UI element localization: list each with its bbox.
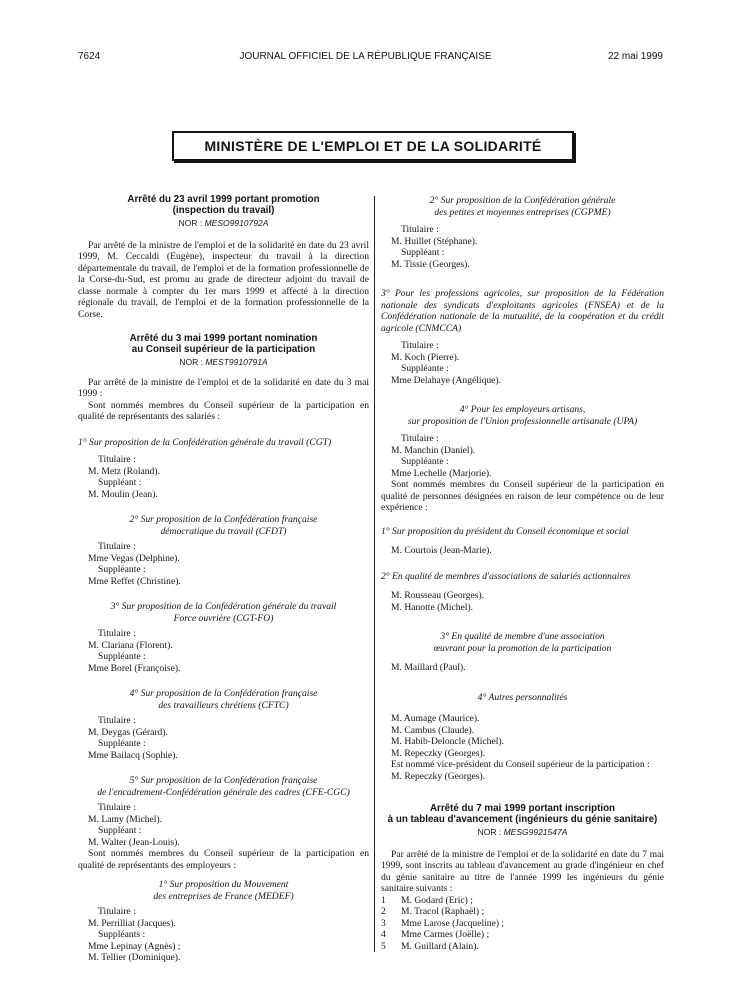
article-body: Par arrêté de la ministre de l'emploi et de la solidarité en date du 7 mai 1999, sont inscrits au tableau d'avancement au grade d'ingénieur en chef du génie sanitaire au titre de l'année 1999 les ingénieurs du génie sanitaire suivants : [381,848,664,894]
member-name: Mme Lechelle (Marjorie). [391,467,492,479]
article-body: Par arrêté de la ministre de l'emploi et de la solidarité en date du 23 avril 1999, M. Ceccaldi (Eugène), inspecteur du travail à la direction départementale du travail, de l'emploi et de la formation professionnelle de la Corse-du-Sud, est promu au grade de directeur adjoint du travail de classe normale à compter du 1er mars 1999 et affecté à la direction régionale du travail, de l'emploi et de la formation professionnelle de la Corse. [78,239,369,320]
article-title: Arrêté du 3 mai 1999 portant nomination [129,333,318,344]
section-heading: œuvrant pour la promotion de la participation [433,642,612,654]
role-label: Titulaire : [401,433,439,444]
member-name: M. Manchin (Daniel). [391,444,476,456]
article-body: Sont nommés membres du Conseil supérieur de la participation en qualité de personnes désignées en raison de leur compétence ou de leur expérience : [381,479,664,513]
article-title: à un tableau d'avancement (ingénieurs du génie sanitaire) [387,813,658,825]
role-label: Suppléante : [98,651,146,662]
article-body: Sont nommés membres du Conseil supérieur de la participation en qualité de représentants des salariés : [78,399,369,422]
member-name: M. Walter (Jean-Louis). [88,836,180,848]
article-body: Est nommé vice-président du Conseil supérieur de la participation : [391,759,650,770]
role-label: Titulaire : [401,224,439,235]
section-heading: Force ouvrière (CGT-FO) [173,612,274,624]
member-name: M. Metz (Roland). [88,465,160,477]
role-label: Titulaire : [98,802,136,813]
journal-title: JOURNAL OFFICIEL DE LA RÉPUBLIQUE FRANÇAISE [239,51,492,62]
role-label: Titulaire : [401,340,439,351]
article-body: Par arrêté de la ministre de l'emploi et de la solidarité en date du 3 mai 1999 : [78,376,369,399]
role-label: Suppléante : [401,363,449,374]
left-column [78,195,369,964]
member-name: M. Perrilliat (Jacques). [88,917,176,929]
list-item: 1 M. Godard (Eric) ; [381,894,473,906]
member-name: M. Rousseau (Georges). [391,590,485,601]
section-heading: 3° Pour les professions agricoles, sur proposition de la Fédération nationale des syndicats d'exploitants agricoles (FNSEA) et de la Confédération nationale de la mutualité, de la coopération et du crédit agricole (CNMCCA) [381,288,664,334]
section-heading: 2° Sur proposition de la Confédération française [129,514,318,525]
section-heading: 3° Sur proposition de la Confédération générale du travail [110,601,337,612]
member-name: Mme Bailacq (Sophie). [88,749,178,761]
member-name: M. Repeczky (Georges). [391,770,486,782]
section-heading: 1° Sur proposition de la Confédération générale du travail (CGT) [78,436,332,448]
member-name: Mme Lepinay (Agnès) ; [88,940,181,952]
role-label: Titulaire : [98,628,136,639]
role-label: Titulaire : [98,454,136,465]
section-heading: des petites et moyennes entreprises (CGPME) [434,206,611,218]
member-name: Mme Delahaye (Angélique). [391,374,502,386]
role-label: Titulaire : [98,906,136,917]
list-item: 2 M. Tracol (Raphaël) ; [381,906,485,917]
page-number: 7624 [78,51,101,62]
section-heading: des entreprises de France (MEDEF) [153,890,294,902]
member-name: Mme Reffet (Christine). [88,575,181,587]
member-name: M. Huillet (Stéphane). [391,235,478,247]
section-heading: 4° Sur proposition de la Confédération française [129,688,318,699]
right-column [381,195,664,952]
article-title: Arrêté du 23 avril 1999 portant promotion [127,194,320,205]
member-name: M. Clariana (Florent). [88,639,173,651]
article-title: au Conseil supérieur de la participation [131,343,316,355]
section-heading: 4° Pour les employeurs artisans, [459,404,586,415]
section-heading: 1° Sur proposition du président du Conseil économique et social [381,525,629,537]
article-title: Arrêté du 7 mai 1999 portant inscription [429,803,616,814]
issue-date: 22 mai 1999 [607,51,663,62]
role-label: Suppléante : [98,564,146,575]
member-name: M. Deygas (Gérard). [88,726,168,738]
section-heading: démocratique du travail (CFDT) [160,525,287,537]
section-heading: de l'encadrement-Confédération générale des cadres (CFE-CGC) [97,786,350,798]
list-item: 4 Mme Carmes (Joëlle) ; [381,929,490,940]
member-name: Mme Vegas (Delphine). [88,552,180,564]
section-heading: 2° Sur proposition de la Confédération générale [429,195,616,206]
nor-reference: NOR : MESO9910792A [178,218,269,228]
section-heading: 3° En qualité de membre d'une association [440,631,605,642]
member-name: M. Cambus (Claude). [391,724,475,736]
section-heading: 2° En qualité de membres d'associations de salariés actionnaires [381,570,631,582]
ministry-title: MINISTÈRE DE L'EMPLOI ET DE LA SOLIDARITÉ [172,131,574,161]
list-item: 5 M. Guillard (Alain). [381,940,479,952]
role-label: Titulaire : [98,541,136,552]
role-label: Suppléante : [98,738,146,749]
member-name: M. Maillard (Paul). [391,662,466,673]
member-name: M. Repeczky (Georges). [391,747,486,759]
section-heading: des travailleurs chrétiens (CFTC) [158,699,289,711]
nor-reference: NOR : MEST9910791A [179,357,268,367]
article-body: Sont nommés membres du Conseil supérieur de la participation en qualité de représentants des employeurs : [78,848,369,871]
member-name: M. Moulin (Jean). [88,488,158,500]
promotion-list [381,895,664,953]
list-item: 3 Mme Larose (Jacqueline) ; [381,917,505,929]
section-heading: 1° Sur proposition du Mouvement [158,879,289,890]
role-label: Suppléante : [401,456,449,467]
section-heading: 4° Autres personnalités [477,691,568,703]
member-name: M. Tissie (Georges). [391,258,470,270]
member-name: M. Koch (Pierre). [391,351,460,363]
article-title: (inspection du travail) [172,204,275,216]
role-label: Suppléant : [98,825,142,836]
member-name: M. Habib-Deloncle (Michel). [391,736,504,747]
member-name: M. Lamy (Michel). [88,813,163,825]
section-heading: 5° Sur proposition de la Confédération française [129,775,318,786]
member-name: M. Aumage (Maurice). [391,713,480,724]
role-label: Suppléant : [98,477,142,488]
column-divider [374,196,375,952]
role-label: Suppléant : [401,247,445,258]
member-name: M. Courtois (Jean-Marie). [391,545,492,556]
member-name: M. Hanotte (Michel). [391,601,474,613]
role-label: Titulaire : [98,715,136,726]
member-name: Mme Borel (Françoise). [88,662,181,674]
section-heading: sur proposition de l'Union professionnelle artisanale (UPA) [407,415,638,427]
nor-reference: NOR : MESG9921547A [477,827,568,837]
role-label: Suppléants : [98,929,146,940]
member-name: M. Tellier (Dominique). [88,952,181,963]
